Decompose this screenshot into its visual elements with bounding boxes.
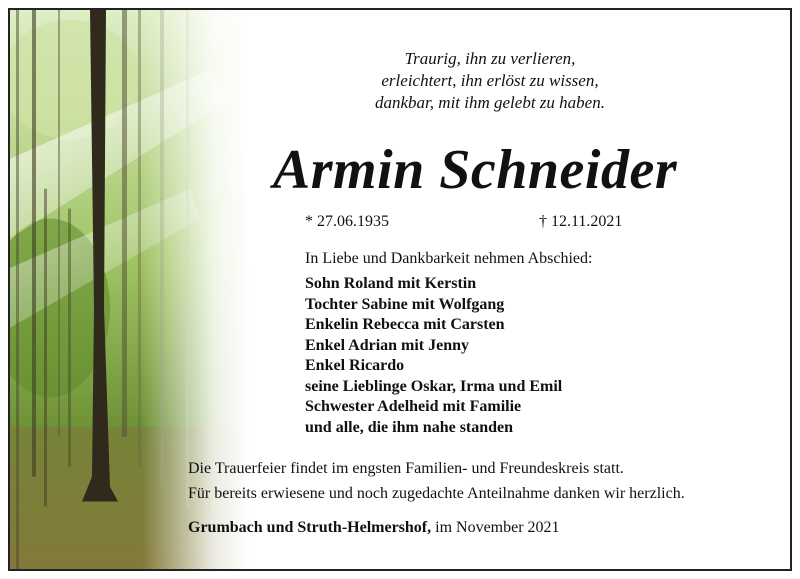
verse-line: erleichtert, ihn erlöst zu wissen,: [381, 71, 599, 90]
farewell-intro: In Liebe und Dankbarkeit nehmen Abschied:: [305, 250, 593, 267]
mourner-line: Schwester Adelheid mit Familie: [305, 398, 522, 415]
mourner-line: Sohn Roland mit Kerstin: [305, 275, 477, 292]
death-date: † 12.11.2021: [539, 213, 623, 230]
mourner-line: Tochter Sabine mit Wolfgang: [305, 295, 505, 313]
obituary-card: [8, 8, 792, 571]
mourner-line: Enkel Ricardo: [305, 357, 405, 374]
mourner-line: Enkelin Rebecca mit Carsten: [305, 316, 505, 333]
notice-line: Die Trauerfeier findet im engsten Familien- und Freundeskreis statt.: [188, 460, 624, 477]
place-date-line: [188, 519, 560, 537]
verse: [280, 48, 700, 114]
verse-line: Traurig, ihn zu verlieren,: [404, 49, 576, 68]
mourner-line: seine Lieblinge Oskar, Irma und Emil: [305, 377, 563, 395]
place: Grumbach und Struth-Helmershof,: [188, 519, 432, 536]
mourner-line: Enkel Adrian mit Jenny: [305, 336, 470, 354]
verse-line: dankbar, mit ihm gelebt zu haben.: [375, 93, 605, 112]
funeral-notice: [188, 456, 685, 506]
mourner-line: und alle, die ihm nahe standen: [305, 418, 514, 436]
birth-date: * 27.06.1935: [305, 213, 389, 230]
date-line: im November 2021: [435, 519, 560, 536]
deceased-name: Armin Schneider: [272, 139, 678, 201]
mourners-list: [305, 274, 562, 438]
notice-line: Für bereits erwiesene und noch zugedachte Anteilnahme danken wir herzlich.: [188, 485, 685, 502]
